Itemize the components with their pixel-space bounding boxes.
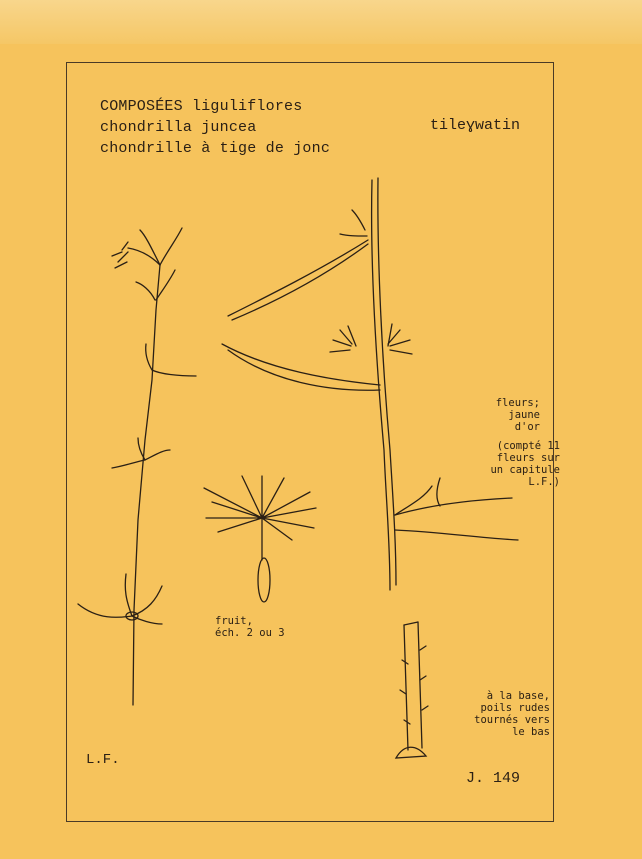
right-plant-illustration (222, 178, 518, 590)
count-note: (compté 11 fleurs sur un capitule L.F.) (490, 440, 560, 488)
fruit-note: fruit, éch. 2 ou 3 (215, 615, 285, 639)
left-plant-illustration (78, 228, 196, 705)
base-note: à la base, poils rudes tournés vers le bas (474, 690, 550, 738)
native-name: tileɣwatin (430, 117, 521, 134)
family-name: COMPOSÉES liguliflores (100, 98, 303, 115)
stem-base-illustration (396, 622, 428, 758)
fruit-illustration (204, 476, 316, 602)
flowers-note: fleurs; jaune d'or (495, 397, 540, 433)
plate-number: J. 149 (466, 770, 521, 787)
latin-name: chondrilla juncea (100, 119, 257, 136)
french-name: chondrille à tige de jonc (100, 140, 331, 157)
signature: L.F. (86, 752, 120, 768)
